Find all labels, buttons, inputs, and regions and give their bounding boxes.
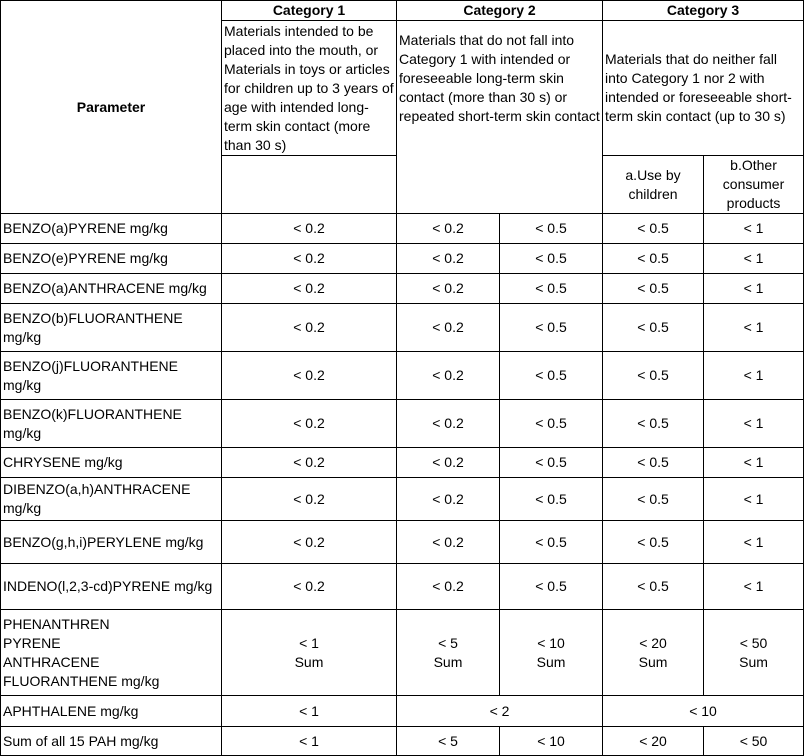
limit-cell-c3a: < 0.5 xyxy=(603,352,704,400)
aphthalene-c1: < 1 xyxy=(222,696,397,727)
limit-cell-c2b: < 0.5 xyxy=(500,214,603,244)
sum-c2a: < 5 xyxy=(397,727,500,756)
limit-cell-c2b: < 0.5 xyxy=(500,521,603,564)
limit-cell-c3a: < 0.5 xyxy=(603,400,704,448)
limit-cell-c3a: < 0.5 xyxy=(603,448,704,478)
table-row xyxy=(1,400,804,448)
sum-c1: < 1 xyxy=(222,727,397,756)
limit-cell-c2b: < 0.5 xyxy=(500,448,603,478)
limit-cell-c2a: < 0.2 xyxy=(397,352,500,400)
limit-cell-c1: < 0.2 xyxy=(222,214,397,244)
limit-cell-c3a: < 0.5 xyxy=(603,304,704,352)
table-row xyxy=(1,352,804,400)
aphthalene-param: APHTHALENE mg/kg xyxy=(1,696,222,727)
limit-cell-c1: < 0.2 xyxy=(222,352,397,400)
limit-cell-c3b: < 1 xyxy=(704,214,804,244)
table-row xyxy=(1,610,804,696)
parameter-cell: BENZO(j)FLUORANTHENE mg/kg xyxy=(1,352,222,400)
table-row xyxy=(1,478,804,521)
limit-cell-c3b: < 1 xyxy=(704,521,804,564)
limit-cell-c2b: < 0.5 xyxy=(500,400,603,448)
parameter-cell: BENZO(g,h,i)PERYLENE mg/kg xyxy=(1,521,222,564)
limit-cell-c2a: < 0.2 xyxy=(397,244,500,274)
limit-cell-c2b: < 0.5 xyxy=(500,352,603,400)
category2-title: Category 2 xyxy=(397,1,603,21)
category3-description: Materials that do neither fall into Category 1 nor 2 with intended or foreseeable short-term skin contact (up to 30 s) xyxy=(603,21,804,156)
limit-cell-c3a: < 0.5 xyxy=(603,478,704,521)
parameter-cell: BENZO(k)FLUORANTHENE mg/kg xyxy=(1,400,222,448)
table-row xyxy=(1,521,804,564)
limit-cell-c3a: < 0.5 xyxy=(603,274,704,304)
limit-cell-c2a: < 0.2 xyxy=(397,564,500,610)
limit-cell-c3b: < 50 Sum xyxy=(704,610,804,696)
category1-title: Category 1 xyxy=(222,1,397,21)
parameter-cell: CHRYSENE mg/kg xyxy=(1,448,222,478)
sum-c3b: < 50 xyxy=(704,727,804,756)
limit-cell-c2b: < 0.5 xyxy=(500,274,603,304)
limit-cell-c2b: < 0.5 xyxy=(500,304,603,352)
parameter-cell: BENZO(a)PYRENE mg/kg xyxy=(1,214,222,244)
limit-cell-c3a: < 0.5 xyxy=(603,214,704,244)
category3-sub-b: b.Other consumer products xyxy=(704,156,804,214)
category2-description: Materials that do not fall into Category 1 with intended or foreseeable long-term skin contact (more than 30 s) or repeated short-term skin contact xyxy=(397,21,603,214)
parameter-cell: BENZO(b)FLUORANTHENE mg/kg xyxy=(1,304,222,352)
table-row xyxy=(1,448,804,478)
category1-sub-empty xyxy=(222,156,397,214)
limit-cell-c1: < 0.2 xyxy=(222,244,397,274)
parameter-cell: BENZO(a)ANTHRACENE mg/kg xyxy=(1,274,222,304)
limit-cell-c2a: < 0.2 xyxy=(397,521,500,564)
table-row xyxy=(1,304,804,352)
table-row xyxy=(1,564,804,610)
limit-cell-c2b: < 10 Sum xyxy=(500,610,603,696)
limit-cell-c1: < 0.2 xyxy=(222,304,397,352)
limit-cell-c3a: < 20 Sum xyxy=(603,610,704,696)
table-row xyxy=(1,214,804,244)
limit-cell-c2a: < 0.2 xyxy=(397,448,500,478)
sum-c2b: < 10 xyxy=(500,727,603,756)
limit-cell-c2b: < 0.5 xyxy=(500,244,603,274)
limit-cell-c3b: < 1 xyxy=(704,478,804,521)
limit-cell-c2b: < 0.5 xyxy=(500,478,603,521)
limit-cell-c1: < 0.2 xyxy=(222,400,397,448)
limit-cell-c1: < 0.2 xyxy=(222,478,397,521)
limit-cell-c1: < 0.2 xyxy=(222,448,397,478)
limit-cell-c3a: < 0.5 xyxy=(603,244,704,274)
sum-c3a: < 20 xyxy=(603,727,704,756)
limit-cell-c2a: < 0.2 xyxy=(397,274,500,304)
limit-cell-c2a: < 0.2 xyxy=(397,304,500,352)
limit-cell-c1: < 0.2 xyxy=(222,521,397,564)
limit-cell-c2b: < 0.5 xyxy=(500,564,603,610)
limit-cell-c3b: < 1 xyxy=(704,448,804,478)
limit-cell-c3b: < 1 xyxy=(704,244,804,274)
limit-cell-c1: < 0.2 xyxy=(222,274,397,304)
limit-cell-c2a: < 5 Sum xyxy=(397,610,500,696)
table-row xyxy=(1,274,804,304)
parameter-cell: BENZO(e)PYRENE mg/kg xyxy=(1,244,222,274)
category3-sub-a: a.Use by children xyxy=(603,156,704,214)
limit-cell-c3a: < 0.5 xyxy=(603,564,704,610)
limit-cell-c3b: < 1 xyxy=(704,400,804,448)
limit-cell-c3a: < 0.5 xyxy=(603,521,704,564)
aphthalene-c2: < 2 xyxy=(397,696,603,727)
parameter-cell: PHENANTHREN PYRENE ANTHRACENE FLUORANTHENE mg/kg xyxy=(1,610,222,696)
limit-cell-c3b: < 1 xyxy=(704,352,804,400)
limit-cell-c2a: < 0.2 xyxy=(397,478,500,521)
limit-cell-c1: < 1 Sum xyxy=(222,610,397,696)
category1-description: Materials intended to be placed into the mouth, or Materials in toys or articles for children up to 3 years of age with intended long-term skin contact (more than 30 s) xyxy=(222,21,397,156)
table-row xyxy=(1,244,804,274)
limit-cell-c1: < 0.2 xyxy=(222,564,397,610)
parameter-cell: INDENO(l,2,3-cd)PYRENE mg/kg xyxy=(1,564,222,610)
category3-title: Category 3 xyxy=(603,1,804,21)
parameter-cell: DIBENZO(a,h)ANTHRACENE mg/kg xyxy=(1,478,222,521)
limit-cell-c2a: < 0.2 xyxy=(397,214,500,244)
limit-cell-c3b: < 1 xyxy=(704,564,804,610)
parameter-header: Parameter xyxy=(1,1,222,214)
limit-cell-c2a: < 0.2 xyxy=(397,400,500,448)
aphthalene-c3: < 10 xyxy=(603,696,804,727)
limit-cell-c3b: < 1 xyxy=(704,304,804,352)
sum-param: Sum of all 15 PAH mg/kg xyxy=(1,727,222,756)
limit-cell-c3b: < 1 xyxy=(704,274,804,304)
